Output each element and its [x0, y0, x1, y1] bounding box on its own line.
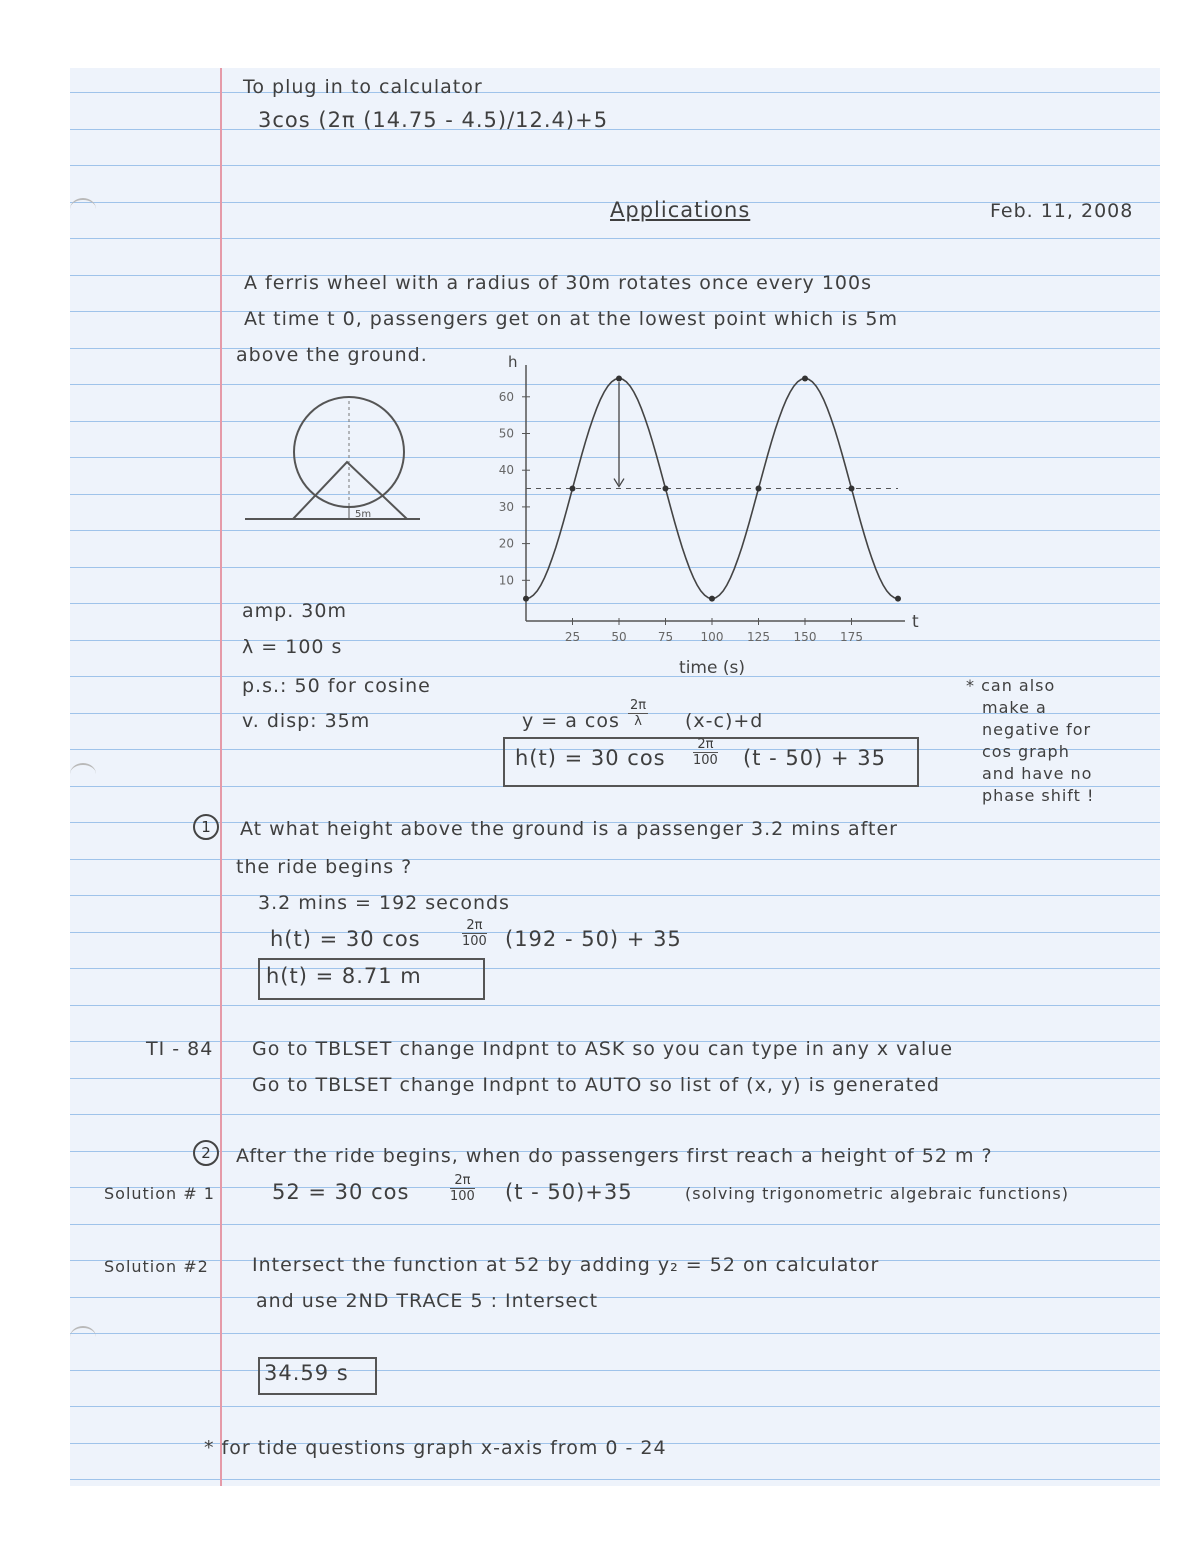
question-2-answer: 34.59 s: [264, 1361, 349, 1385]
ti84-line-2: Go to TBLSET change Indpnt to AUTO so list of (x, y) is generated: [252, 1074, 940, 1096]
side-note-line: * can also: [966, 676, 1056, 695]
y-tick-label: 50: [498, 426, 514, 441]
punch-hole: [70, 198, 96, 220]
side-note-line: make a: [982, 698, 1047, 717]
question-1-conversion: 3.2 mins = 192 seconds: [258, 892, 510, 914]
amplitude-note: amp. 30m: [242, 600, 347, 622]
solution-2-label: Solution #2: [104, 1257, 209, 1276]
key-point: [523, 596, 529, 602]
midline-point: [849, 486, 855, 492]
question-1-calc-pre: h(t) = 30 cos: [270, 927, 421, 951]
midline-point: [570, 486, 576, 492]
ruled-line: [70, 238, 1160, 239]
x-tick-label: 75: [657, 630, 674, 644]
solution-1-post: (t - 50)+35: [505, 1180, 633, 1204]
x-tick-label: 100: [700, 630, 724, 644]
solution-1-pre: 52 = 30 cos: [272, 1180, 410, 1204]
key-point: [709, 596, 715, 602]
ruled-line: [70, 968, 1160, 969]
ruled-line: [70, 1297, 1160, 1298]
ruled-line: [70, 1114, 1160, 1115]
margin-line: [220, 68, 222, 1486]
problem-line-3: above the ground.: [236, 344, 428, 366]
ti84-label: TI - 84: [146, 1038, 214, 1060]
solution-1-fraction: $\frac{2\pi}{100}$: [450, 1173, 475, 1204]
ferris-wheel-sketch: [245, 395, 420, 530]
question-2-text: After the ride begins, when do passengers first reach a height of 52 m ?: [236, 1145, 993, 1167]
x-tick-label: 150: [793, 630, 817, 644]
key-point: [802, 375, 808, 381]
t-axis-label: t: [912, 612, 919, 632]
footer-note: * for tide questions graph x-axis from 0 - 24: [204, 1437, 667, 1459]
ruled-line: [70, 895, 1160, 896]
ruled-line: [70, 348, 1160, 349]
wheel-label: 5m: [355, 509, 372, 520]
midline-point: [663, 486, 669, 492]
vertical-displacement-note: v. disp: 35m: [242, 710, 371, 732]
y-tick-label: 60: [498, 389, 514, 404]
y-tick-label: 20: [498, 536, 514, 551]
x-axis-label: time (s): [679, 658, 745, 678]
question-1-number: 1: [193, 814, 219, 840]
ruled-line: [70, 859, 1160, 860]
general-formula-pre: y = a cos: [522, 710, 620, 732]
problem-line-2: At time t 0, passengers get on at the lowest point which is 5m: [244, 308, 899, 330]
question-2-number: 2: [193, 1140, 219, 1166]
calc-note: To plug in to calculator: [243, 76, 483, 98]
y-tick-label: 10: [498, 573, 514, 588]
ruled-line: [70, 92, 1160, 93]
x-tick-label: 125: [747, 630, 770, 644]
side-note: [966, 676, 1094, 805]
page-title: Applications: [610, 198, 751, 222]
height-curve: [526, 379, 898, 599]
general-formula-post: (x-c)+d: [685, 710, 764, 732]
ti84-line-1: Go to TBLSET change Indpnt to ASK so you can type in any x value: [252, 1038, 954, 1060]
calc-expression: 3cos (2π (14.75 - 4.5)/12.4)+5: [258, 108, 609, 132]
function-pre: h(t) = 30 cos: [515, 746, 666, 770]
y-tick-label: 30: [498, 499, 514, 514]
y-axis-label: h: [508, 355, 518, 371]
solution-2-line-1: Intersect the function at 52 by adding y₂ = 52 on calculator: [252, 1254, 880, 1276]
ruled-line: [70, 1406, 1160, 1407]
solution-2-line-2: and use 2ND TRACE 5 : Intersect: [256, 1290, 599, 1312]
function-fraction: $\frac{2\pi}{100}$: [693, 737, 718, 768]
wavelength-note: λ = 100 s: [242, 636, 343, 658]
key-point: [895, 596, 901, 602]
key-point: [616, 375, 622, 381]
side-note-line: negative for: [982, 720, 1092, 739]
ruled-line: [70, 129, 1160, 130]
date: Feb. 11, 2008: [990, 200, 1134, 222]
ruled-line: [70, 1370, 1160, 1371]
ruled-line: [70, 1479, 1160, 1480]
side-note-line: cos graph: [982, 742, 1070, 761]
solution-1-label: Solution # 1: [104, 1184, 215, 1203]
punch-hole: [70, 1326, 96, 1348]
y-tick-label: 40: [498, 463, 514, 478]
ruled-line: [70, 1224, 1160, 1225]
solution-1-note: (solving trigonometric algebraic functions): [685, 1184, 1069, 1203]
problem-line-1: A ferris wheel with a radius of 30m rotates once every 100s: [244, 272, 872, 294]
x-tick-label: 25: [564, 630, 581, 644]
ruled-line: [70, 1333, 1160, 1334]
phase-shift-note: p.s.: 50 for cosine: [242, 675, 431, 697]
x-tick-label: 50: [611, 630, 627, 644]
question-1-line-1: At what height above the ground is a passenger 3.2 mins after: [240, 818, 898, 840]
side-note-line: and have no: [982, 764, 1093, 783]
midline-point: [756, 486, 762, 492]
question-1-answer: h(t) = 8.71 m: [266, 964, 422, 988]
height-time-graph: [480, 355, 940, 695]
ruled-line: [70, 1005, 1160, 1006]
punch-hole: [70, 763, 96, 785]
function-post: (t - 50) + 35: [743, 746, 886, 770]
side-note-line: phase shift !: [982, 786, 1095, 805]
question-1-calc-fraction: $\frac{2\pi}{100}$: [462, 918, 487, 949]
general-formula-fraction: $\frac{2\pi}{\lambda}$: [630, 698, 647, 729]
ruled-line: [70, 165, 1160, 166]
question-1-line-2: the ride begins ?: [236, 856, 413, 878]
question-1-calc-post: (192 - 50) + 35: [505, 927, 682, 951]
x-tick-label: 175: [840, 630, 863, 644]
